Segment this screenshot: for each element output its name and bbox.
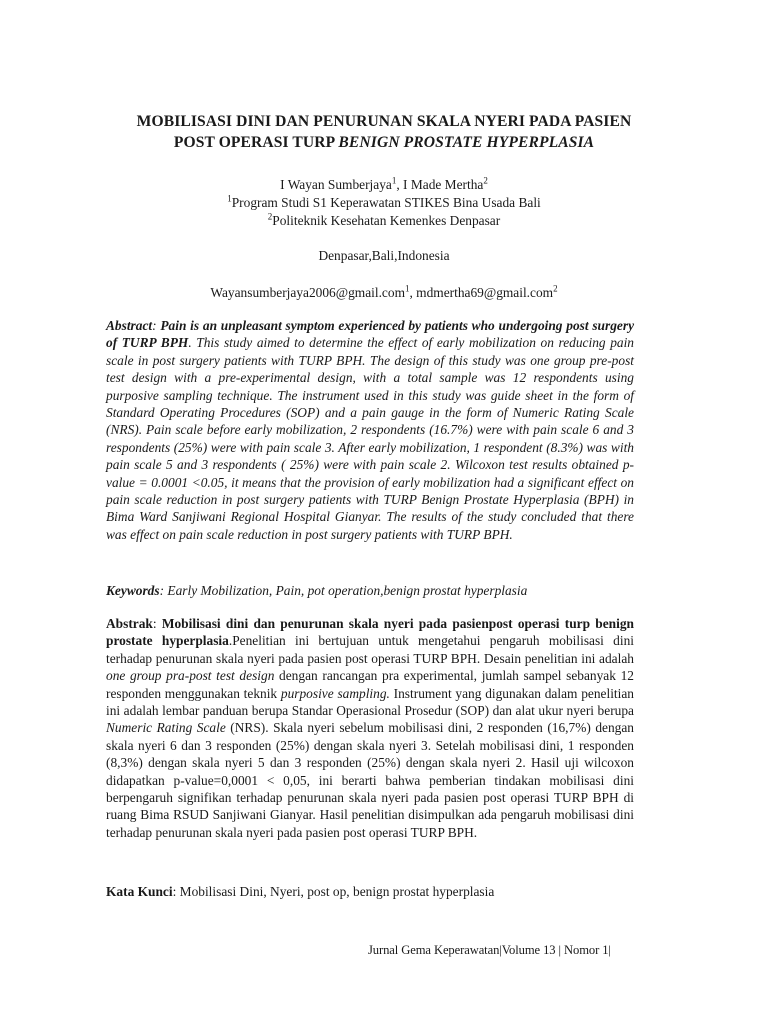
keywords-id-text: : Mobilisasi Dini, Nyeri, post op, benign prostat hyperplasia [172,884,495,899]
author-1-name: I Wayan Sumberjaya [280,177,392,192]
abstract-id-colon: : [152,616,162,631]
author-location: Denpasar,Bali,Indonesia [318,248,450,263]
author-2-name: , I Made Mertha [396,177,484,192]
abstract-english [106,317,634,543]
affiliation-2-sup: 2 [267,211,273,222]
abstract-id-text-4: (NRS). Skala nyeri sebelum mobilisasi dini, 2 responden (16,7%) dengan skala nyeri 6 dan 3 responden (25%) dengan skala nyeri 3. Setelah mobilisasi dini, 1 responden (8,3%) dengan skala nyeri 5 dan 3 responden (25%) dengan skala nyeri 2. Hasil uji wilcoxon didapatkan p-value=0,0001 < 0,05, ini berarti bahwa pemberian tindakan mobilisasi dini berpengaruh signifikan terhadap penurunan skala nyeri pada pasien post operasi TURP BPH di ruang Bima RSUD Sanjiwani Gianyar. Hasil penelitian disimpulkan ada pengaruh mobilisasi dini terhadap penurunan skala nyeri pada pasien post operasi TURP BPH. [106,720,634,840]
keywords-en-label: Keywords [106,583,160,598]
email-2[interactable]: , mdmertha69@gmail.com [409,285,554,300]
title-line-2-regular: POST OPERASI TURP [173,134,339,151]
abstract-id-text-3: Instrument yang digunakan dalam penelitian ini adalah lembar panduan berupa Standar Operasional Prosedur (SOP) dan alat ukur nyeri berupa [106,685,634,719]
abstract-en-lead: Pain is an unpleasant symptom experienced by patients who undergoing post surgery of TURP BPH [106,318,635,351]
abstract-id-italic-1: one group pra-post test design [106,668,275,684]
abstract-id-text-1: .Penelitian ini bertujuan untuk mengetahui pengaruh mobilisasi dini terhadap penurunan skala nyeri pada pasien post operasi TURP BPH. Desain penelitian ini adalah [106,633,634,666]
author-2-sup: 2 [483,175,488,186]
abstract-indonesian [106,615,634,841]
title-line-1: MOBILISASI DINI DAN PENURUNAN SKALA NYERI PADA PASIEN [136,113,632,130]
abstract-id-text-2: dengan rancangan pra experimental, jumlah sampel sebanyak 12 responden menggunakan teknik [106,668,634,701]
email-1[interactable]: Wayansumberjaya2006@gmail.com [210,285,405,300]
affiliation-1 [60,194,708,212]
paper-title [60,111,708,153]
journal-footer: Jurnal Gema Keperawatan|Volume 13 | Nomor 1| [368,943,611,957]
affiliation-2-text: Politeknik Kesehatan Kemenkes Denpasar [272,213,501,228]
abstract-id-lead: Mobilisasi dini dan penurunan skala nyeri pada pasienpost operasi turp benign prostate hyperplasia [106,616,634,649]
abstract-en-colon: : [152,318,161,333]
title-line-2 [60,132,708,153]
affiliation-2 [60,212,708,230]
abstract-en-label: Abstract [106,318,153,333]
abstract-id-italic-2: purposive sampling. [280,685,390,701]
author-line [60,176,708,194]
keywords-en-text: : Early Mobilization, Pain, pot operation,benign prostat hyperplasia [159,583,528,598]
email-line [60,284,708,302]
email-1-sup: 1 [404,283,410,294]
abstract-id-italic-3: Numeric Rating Scale [106,720,226,736]
abstract-id-label: Abstrak [106,616,153,631]
author-1-sup: 1 [391,175,397,186]
keywords-english [106,582,634,599]
keywords-indonesian [106,883,634,900]
keywords-id-label: Kata Kunci [106,884,173,899]
affiliation-1-text: Program Studi S1 Keperawatan STIKES Bina Usada Bali [231,195,541,210]
affiliation-1-sup: 1 [227,193,232,204]
abstract-en-body: . This study aimed to determine the effect of early mobilization on reducing pain scale in post surgery patients with TURP BPH. The design of this study was one group pre-post test design with a pre-experimental design, with a total sample was 12 respondents using purposive sampling technique. The instrument used in this study was guide sheet in the form of Standard Operating Procedures (SOP) and a pain gauge in the form of Numeric Rating Scale (NRS). Pain scale before early mobilization, 2 respondents (16.7%) were with pain scale 6 and 3 respondents (25%) were with pain scale 3. After early mobilization, 1 respondent (8.3%) was with pain scale 5 and 3 respondents ( 25%) were with pain scale 2. Wilcoxon test results obtained p-value = 0.0001 <0.05, it means that the provision of early mobilization had a significant effect on pain scale reduction in post surgery patients with TURP Benign Prostate Hyperplasia (BPH) in Bima Ward Sanjiwani Regional Hospital Gianyar. The results of the study concluded that there was effect on pain scale reduction in post surgery patients with TURP BPH. [106,335,634,542]
email-2-sup: 2 [553,283,558,294]
title-line-2-italic: BENIGN PROSTATE HYPERPLASIA [338,134,595,151]
